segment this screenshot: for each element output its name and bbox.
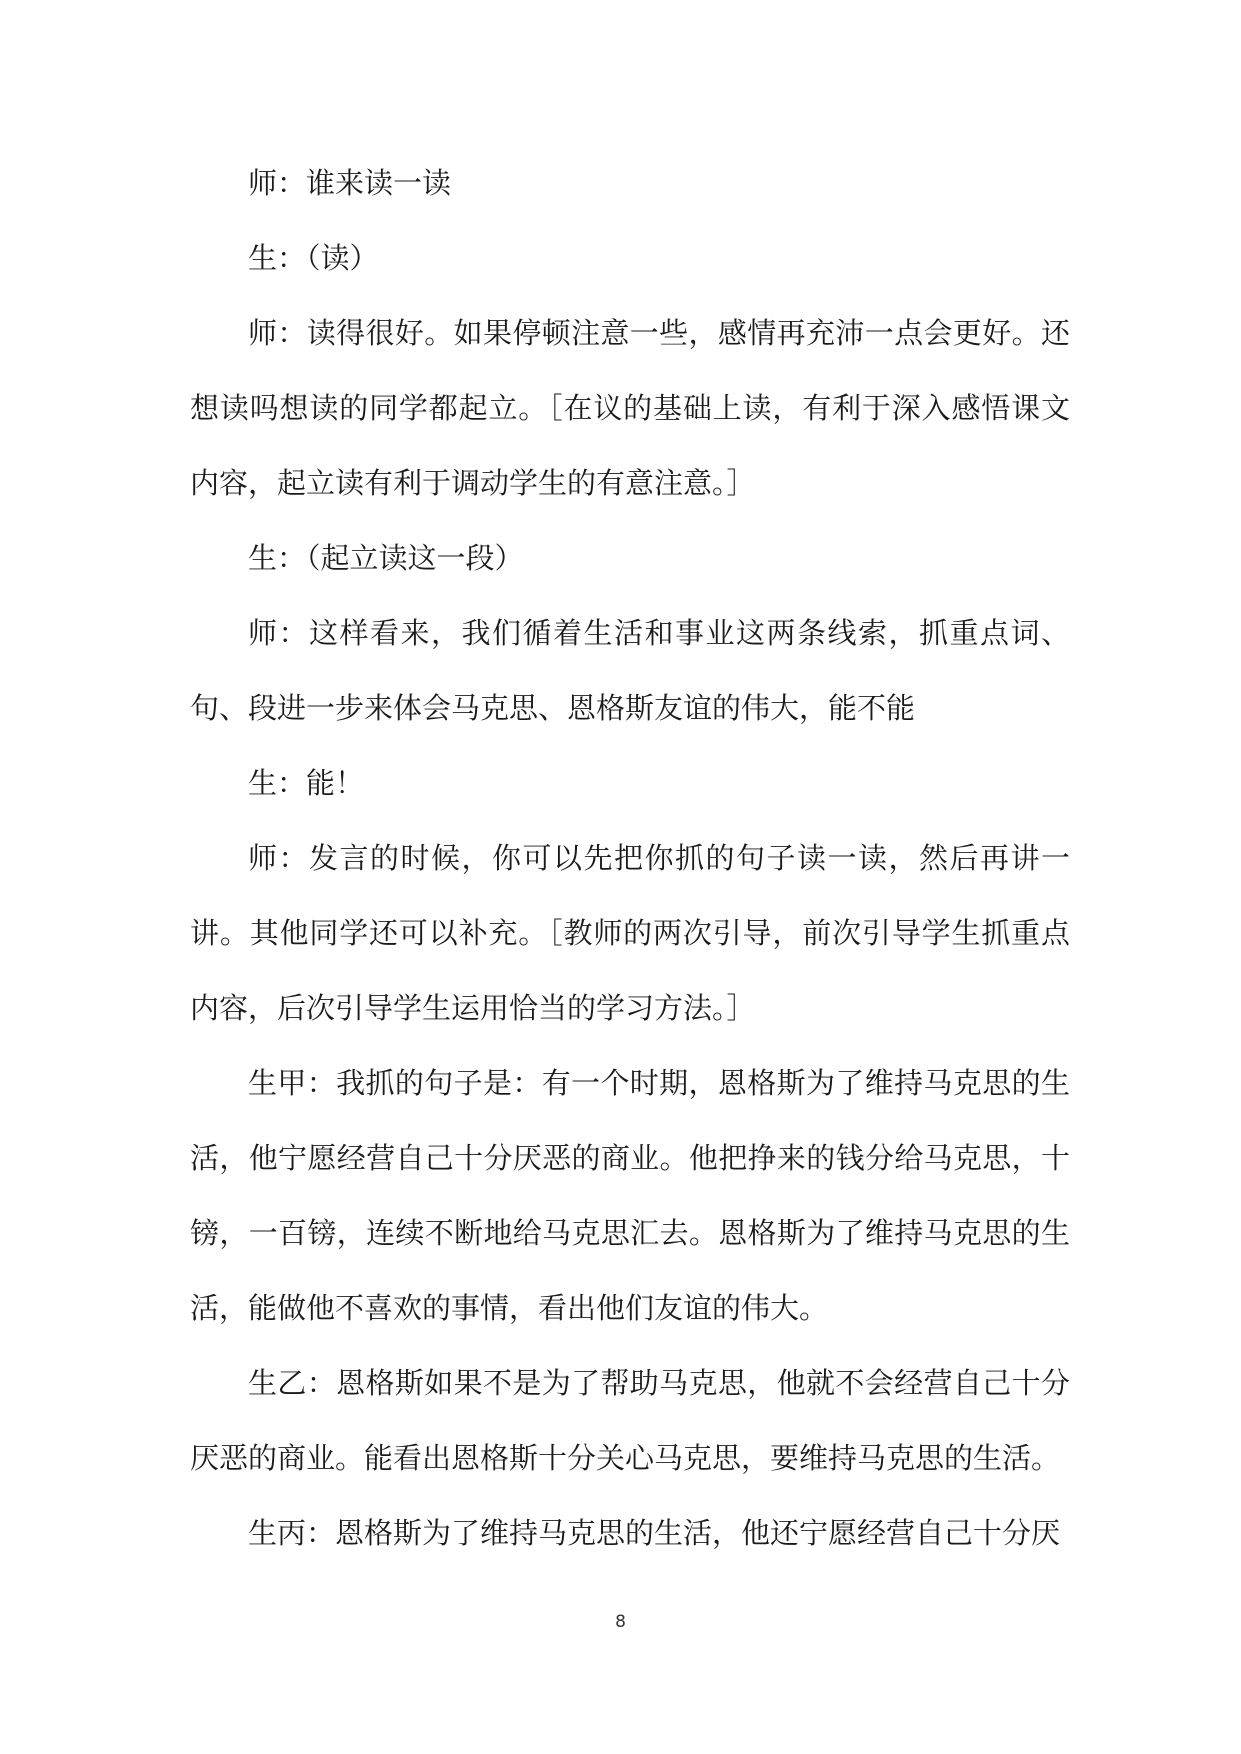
- paragraph-student-reads: 生：（读）: [248, 241, 379, 275]
- paragraph-students-answer: 生：能！: [248, 766, 365, 800]
- paragraph-teacher-question: 师：这样看来，我们循着生活和事业这两条线索，抓重点词、句、段进一步来体会马克思、恩格斯友谊的伟大，能不能: [190, 616, 1070, 725]
- paragraph-student-a: 生甲：我抓的句子是：有一个时期，恩格斯为了维持马克思的生活，他宁愿经营自己十分厌恶的商业。他把挣来的钱分给马克思，十镑，一百镑，连续不断地给马克思汇去。恩格斯为了维持马克思的生活，能做他不喜欢的事情，看出他们友谊的伟大。: [190, 1066, 1070, 1325]
- paragraph-student-c: 生丙：恩格斯为了维持马克思的生活，他还宁愿经营自己十分厌: [248, 1516, 1061, 1550]
- paragraph-teacher-feedback: 师：读得很好。如果停顿注意一些，感情再充沛一点会更好。还想读吗想读的同学都起立。［在议的基础上读，有利于深入感悟课文内容，起立读有利于调动学生的有意注意。］: [190, 316, 1070, 500]
- page-number: 8: [615, 1612, 626, 1632]
- paragraph-teacher-guidance: 师：发言的时候，你可以先把你抓的句子读一读，然后再讲一讲。其他同学还可以补充。［教师的两次引导，前次引导学生抓重点内容，后次引导学生运用恰当的学习方法。］: [190, 841, 1070, 1025]
- paragraph-teacher-prompt: 师：谁来读一读: [248, 166, 452, 200]
- body-text: [190, 146, 1070, 1571]
- paragraph-student-b: 生乙：恩格斯如果不是为了帮助马克思，他就不会经营自己十分厌恶的商业。能看出恩格斯十分关心马克思，要维持马克思的生活。: [190, 1366, 1070, 1475]
- paragraph-students-stand-read: 生：（起立读这一段）: [248, 541, 524, 575]
